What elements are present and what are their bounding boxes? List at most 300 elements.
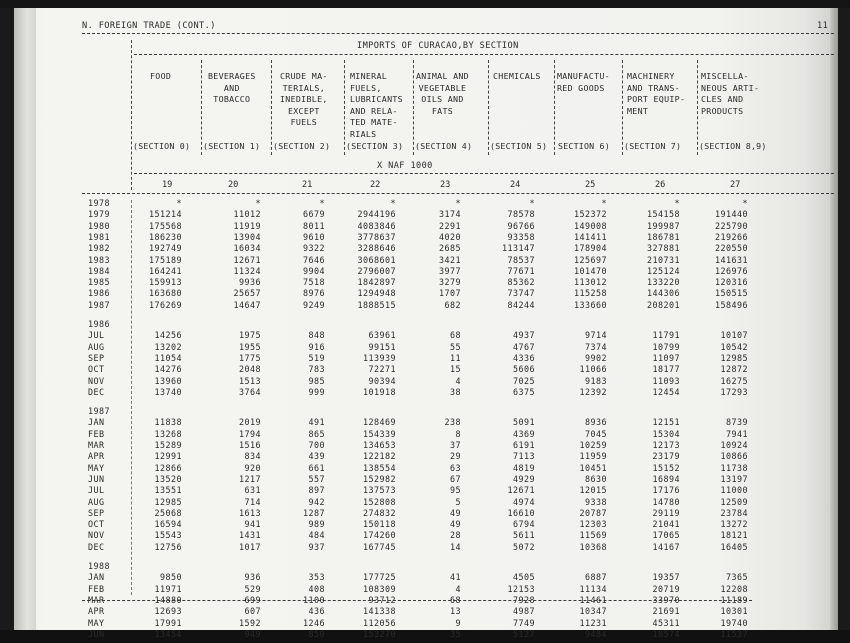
cell-value: 989 (308, 519, 325, 530)
cell-value: 219266 (715, 231, 748, 242)
column-separator (622, 60, 623, 155)
cell-value: 133660 (574, 299, 607, 310)
cell-value: 108309 (363, 583, 396, 594)
cell-value: 941 (244, 519, 261, 530)
row-label: 1987 (88, 299, 110, 310)
cell-value: 6375 (513, 386, 535, 397)
cell-value: 7928 (513, 594, 535, 605)
row-label: APR (88, 451, 105, 462)
cell-value: 5091 (513, 417, 535, 428)
cell-value: 9714 (585, 330, 607, 341)
cell-value: 23784 (720, 507, 748, 518)
column-number: 22 (370, 180, 381, 190)
column-separator (554, 60, 555, 155)
cell-value: 16610 (507, 507, 535, 518)
cell-value: 134653 (363, 440, 396, 450)
cell-value: 11093 (652, 375, 680, 386)
cell-value: 68 (450, 330, 461, 341)
cell-value: 1955 (239, 341, 261, 352)
cell-value: 15304 (652, 428, 680, 439)
table-row (0, 417, 850, 428)
cell-value: 191440 (715, 209, 748, 220)
cell-value: * (529, 198, 535, 208)
header-line: PRODUCTS (701, 105, 744, 116)
cell-value: 3977 (439, 265, 461, 276)
period-group-heading (0, 319, 850, 330)
cell-value: 78578 (507, 209, 535, 220)
cell-value: 2685 (439, 243, 461, 254)
row-label: FEB (88, 583, 105, 594)
cell-value: 85362 (507, 277, 535, 288)
section-code: (SECTION 5) (490, 141, 548, 151)
cell-value: 167745 (363, 541, 396, 552)
cell-value: 137573 (363, 485, 396, 496)
column-number: 25 (585, 180, 596, 190)
cell-value: 353 (308, 572, 325, 583)
cell-value: 439 (308, 451, 325, 462)
cell-value: 10107 (720, 330, 748, 341)
cell-value: 13551 (154, 485, 182, 496)
cell-value: 8011 (303, 220, 325, 231)
header-line: PORT EQUIP- (627, 94, 686, 105)
cell-value: 8936 (585, 417, 607, 428)
cell-value: 10924 (720, 440, 748, 450)
table-row (0, 629, 850, 640)
cell-value: 28 (450, 530, 461, 541)
cell-value: 73747 (507, 288, 535, 299)
cell-value: 13904 (233, 231, 261, 242)
header-line: TOBACCO (213, 94, 251, 105)
cell-value: 20719 (652, 583, 680, 594)
cell-value: 33970 (652, 594, 680, 605)
header-line: MINERAL (350, 71, 388, 81)
cell-value: 1975 (239, 330, 261, 341)
table-title: IMPORTS OF CURACAO,BY SECTION (357, 41, 519, 51)
cell-value: 68 (450, 594, 461, 605)
cell-value: 1888515 (357, 299, 396, 310)
cell-value: 25657 (233, 288, 261, 299)
cell-value: 101918 (363, 386, 396, 397)
cell-value: 141338 (363, 606, 396, 617)
cell-value: 11324 (233, 265, 261, 276)
cell-value: 9 (455, 617, 461, 628)
cell-value: 1513 (239, 375, 261, 386)
cell-value: 150515 (715, 288, 748, 299)
cell-value: 152808 (363, 496, 396, 507)
cell-value: 20787 (579, 507, 607, 518)
cell-value: 152372 (574, 209, 607, 220)
header-line: FATS (431, 105, 454, 116)
table-row (0, 198, 850, 209)
row-label: MAY (88, 617, 105, 628)
cell-value: 9249 (303, 299, 325, 310)
column-header-label (350, 71, 403, 141)
cell-value: 11537 (720, 628, 748, 639)
row-label: MAR (88, 440, 105, 450)
cell-value: 138554 (363, 462, 396, 473)
cell-value: 84244 (507, 299, 535, 310)
cell-value: 192749 (149, 243, 182, 254)
header-line: NEOUS ARTI- (701, 82, 760, 93)
cell-value: 13272 (720, 519, 748, 530)
cell-value: 12872 (720, 364, 748, 375)
header-line: MACHINERY (627, 71, 675, 81)
table-row (0, 485, 850, 496)
cell-value: * (601, 198, 607, 208)
cell-value: 7941 (726, 428, 748, 439)
cell-value: 11 (450, 352, 461, 363)
cell-value: 122182 (363, 451, 396, 462)
cell-value: 17065 (652, 530, 680, 541)
cell-value: 152982 (363, 473, 396, 484)
row-label: JAN (88, 572, 105, 583)
row-label: 1980 (88, 220, 110, 231)
header-line: MANUFACTU- (557, 71, 610, 81)
cell-value: 1246 (303, 617, 325, 628)
cell-value: 225790 (715, 220, 748, 231)
cell-value: 484 (308, 530, 325, 541)
cell-value: 93358 (507, 231, 535, 242)
cell-value: 1217 (239, 473, 261, 484)
table-row (0, 376, 850, 387)
cell-value: 9936 (239, 277, 261, 288)
cell-value: 848 (308, 330, 325, 341)
column-header-label (701, 71, 759, 117)
header-line: CLES AND (701, 94, 744, 105)
cell-value: 783 (308, 364, 325, 375)
header-line: TERIALS, (282, 82, 326, 93)
cell-value: 25068 (154, 507, 182, 518)
cell-value: 17991 (154, 617, 182, 628)
cell-value: 12509 (720, 496, 748, 507)
cell-value: 1592 (239, 617, 261, 628)
cell-value: 96766 (507, 220, 535, 231)
cell-value: 699 (244, 594, 261, 605)
cell-value: 164241 (149, 265, 182, 276)
cell-value: 13202 (154, 341, 182, 352)
cell-value: 17293 (720, 386, 748, 397)
cell-value: * (455, 198, 461, 208)
cell-value: 13740 (154, 386, 182, 397)
row-label: JUL (88, 330, 105, 341)
row-label: OCT (88, 519, 105, 530)
cell-value: 1775 (239, 352, 261, 363)
section-code: (SECTION 1) (203, 141, 261, 151)
row-label: 1983 (88, 254, 110, 265)
cell-value: 41 (450, 572, 461, 583)
row-label: 1982 (88, 243, 110, 254)
cell-value: 220550 (715, 243, 748, 254)
cell-value: 12991 (154, 451, 182, 462)
cell-value: * (390, 198, 396, 208)
cell-value: 8739 (726, 417, 748, 428)
column-header-label (627, 71, 685, 117)
table-row (0, 440, 850, 451)
cell-value: 12392 (579, 386, 607, 397)
table-row (0, 572, 850, 583)
cell-value: 238 (444, 417, 461, 428)
table-row (0, 364, 850, 375)
cell-value: * (255, 198, 261, 208)
cell-value: 2291 (439, 220, 461, 231)
cell-value: 9322 (303, 243, 325, 254)
cell-value: 7374 (585, 341, 607, 352)
cell-value: 199987 (647, 220, 680, 231)
header-line: AND (223, 82, 240, 93)
cell-value: 112056 (363, 617, 396, 628)
cell-value: 18574 (652, 628, 680, 639)
cell-value: 12693 (154, 606, 182, 617)
cell-value: 9484 (585, 628, 607, 639)
cell-value: 125697 (574, 254, 607, 265)
column-number: 24 (510, 180, 521, 190)
cell-value: 12671 (233, 254, 261, 265)
cell-value: 4 (455, 583, 461, 594)
table-row (0, 387, 850, 398)
cell-value: 158496 (715, 299, 748, 310)
cell-value: 1707 (439, 288, 461, 299)
cell-value: 9338 (585, 496, 607, 507)
cell-value: 126976 (715, 265, 748, 276)
cell-value: 4369 (513, 428, 535, 439)
cell-value: 120316 (715, 277, 748, 288)
table-row (0, 463, 850, 474)
period-group-heading (0, 561, 850, 572)
cell-value: 3778637 (357, 231, 396, 242)
cell-value: 10259 (579, 440, 607, 450)
header-line: LUBRICANTS (350, 94, 403, 105)
cell-value: 9183 (585, 375, 607, 386)
header-line: MISCELLA- (701, 71, 749, 81)
cell-value: 11919 (233, 220, 261, 231)
cell-value: 13454 (154, 628, 182, 639)
cell-value: 14 (450, 541, 461, 552)
cell-value: 5072 (513, 541, 535, 552)
row-label: JUN (88, 628, 105, 639)
row-label: NOV (88, 530, 105, 541)
cell-value: 113147 (502, 243, 535, 254)
scan-border-top (0, 0, 850, 8)
header-line: BEVERAGES (208, 71, 256, 81)
section-code: (SECTION 0) (133, 141, 191, 151)
cell-value: 18121 (720, 530, 748, 541)
cell-value: 11000 (720, 485, 748, 496)
row-label: 1988 (88, 561, 110, 571)
cell-value: 178904 (574, 243, 607, 254)
cell-value: 834 (244, 451, 261, 462)
cell-value: 19357 (652, 572, 680, 583)
cell-value: 175568 (149, 220, 182, 231)
cell-value: 11838 (154, 417, 182, 428)
cell-value: 125124 (647, 265, 680, 276)
cell-value: 78537 (507, 254, 535, 265)
cell-value: * (742, 198, 748, 208)
cell-value: 15289 (154, 440, 182, 450)
divider (134, 54, 834, 55)
cell-value: 21691 (652, 606, 680, 617)
cell-value: 865 (308, 428, 325, 439)
row-label: DEC (88, 386, 105, 397)
column-header-label (208, 71, 256, 106)
cell-value: 8976 (303, 288, 325, 299)
column-header-label (150, 71, 171, 83)
section-code: (SECTION 8,9) (699, 141, 767, 151)
cell-value: 491 (308, 417, 325, 428)
table-row (0, 342, 850, 353)
table-row (0, 595, 850, 606)
cell-value: 1613 (239, 507, 261, 518)
cell-value: 7025 (513, 375, 535, 386)
column-number: 23 (440, 180, 451, 190)
header-line: CRUDE MA- (280, 71, 328, 81)
table-row (0, 243, 850, 254)
row-label: AUG (88, 496, 105, 507)
row-label: SEP (88, 352, 105, 363)
cell-value: 4505 (513, 572, 535, 583)
cell-value: 3764 (239, 386, 261, 397)
cell-value: 937 (308, 541, 325, 552)
section-code: SECTION 6) (558, 141, 610, 151)
cell-value: 1794 (239, 428, 261, 439)
cell-value: 15 (450, 364, 461, 375)
cell-value: 1017 (239, 541, 261, 552)
row-label: AUG (88, 341, 105, 352)
cell-value: 159913 (149, 277, 182, 288)
header-line: EXCEPT (287, 105, 320, 116)
cell-value: 12303 (579, 519, 607, 530)
cell-value: 436 (308, 606, 325, 617)
column-header-label (557, 71, 610, 94)
cell-value: 154158 (647, 209, 680, 220)
cell-value: 9850 (160, 572, 182, 583)
column-separator (131, 40, 132, 190)
cell-value: 29119 (652, 507, 680, 518)
cell-value: 177725 (363, 572, 396, 583)
cell-value: 10799 (652, 341, 680, 352)
cell-value: 10866 (720, 451, 748, 462)
table-row (0, 451, 850, 462)
table-row (0, 300, 850, 311)
cell-value: 144306 (647, 288, 680, 299)
header-line: MENT (627, 105, 649, 116)
cell-value: 6794 (513, 519, 535, 530)
cell-value: 5 (455, 496, 461, 507)
cell-value: 19740 (720, 617, 748, 628)
cell-value: 12985 (154, 496, 182, 507)
row-label: JAN (88, 417, 105, 428)
cell-value: 29 (450, 451, 461, 462)
cell-value: 14880 (154, 594, 182, 605)
cell-value: 2944196 (357, 209, 396, 220)
cell-value: 14780 (652, 496, 680, 507)
cell-value: 1842897 (357, 277, 396, 288)
cell-value: 13960 (154, 375, 182, 386)
column-number: 26 (655, 180, 666, 190)
row-label: OCT (88, 364, 105, 375)
cell-value: 67 (450, 473, 461, 484)
cell-value: 14256 (154, 330, 182, 341)
cell-value: 1100 (303, 594, 325, 605)
column-separator (413, 60, 414, 155)
cell-value: 327881 (647, 243, 680, 254)
cell-value: 11461 (579, 594, 607, 605)
cell-value: 7365 (726, 572, 748, 583)
cell-value: 12151 (652, 417, 680, 428)
cell-value: 7749 (513, 617, 535, 628)
cell-value: 1287 (303, 507, 325, 518)
section-code: (SECTION 3) (346, 141, 404, 151)
cell-value: 17176 (652, 485, 680, 496)
cell-value: 13520 (154, 473, 182, 484)
cell-value: 49 (450, 519, 461, 530)
cell-value: 3288646 (357, 243, 396, 254)
cell-value: 8630 (585, 473, 607, 484)
cell-value: 11012 (233, 209, 261, 220)
column-separator (344, 60, 345, 155)
cell-value: 7646 (303, 254, 325, 265)
cell-value: 13 (450, 606, 461, 617)
header-line: OILS AND (421, 94, 464, 105)
cell-value: 999 (308, 386, 325, 397)
cell-value: 14276 (154, 364, 182, 375)
cell-value: 90394 (368, 375, 396, 386)
cell-value: 55 (450, 341, 461, 352)
cell-value: 133220 (647, 277, 680, 288)
cell-value: 13268 (154, 428, 182, 439)
cell-value: 5127 (513, 628, 535, 639)
row-label: 1987 (88, 406, 110, 417)
cell-value: * (319, 198, 325, 208)
cell-value: 714 (244, 496, 261, 507)
cell-value: 916 (308, 341, 325, 352)
cell-value: 682 (444, 299, 461, 310)
table-row (0, 519, 850, 530)
cell-value: 3421 (439, 254, 461, 265)
row-label: 1986 (88, 319, 110, 329)
column-header-label (493, 71, 541, 83)
cell-value: 949 (244, 628, 261, 639)
section-code: (SECTION 4) (415, 141, 473, 151)
cell-value: 13197 (720, 473, 748, 484)
cell-value: 9902 (585, 352, 607, 363)
column-separator (201, 60, 202, 155)
row-label: DEC (88, 541, 105, 552)
cell-value: 10542 (720, 341, 748, 352)
table-row (0, 542, 850, 553)
table-row (0, 474, 850, 485)
table-row (0, 288, 850, 299)
header-line: VEGETABLE (418, 82, 467, 93)
header-line: FUELS, (350, 82, 382, 93)
row-label: MAY (88, 462, 105, 473)
cell-value: 1516 (239, 440, 261, 450)
cell-value: 408 (308, 583, 325, 594)
cell-value: 8 (455, 428, 461, 439)
divider (82, 193, 834, 194)
table-row (0, 221, 850, 232)
cell-value: 174260 (363, 530, 396, 541)
cell-value: 11959 (579, 451, 607, 462)
row-label: MAR (88, 594, 105, 605)
cell-value: 77671 (507, 265, 535, 276)
table-row (0, 606, 850, 617)
cell-value: 700 (308, 440, 325, 450)
cell-value: 12866 (154, 462, 182, 473)
cell-value: 72271 (368, 364, 396, 375)
cell-value: 2019 (239, 417, 261, 428)
cell-value: 607 (244, 606, 261, 617)
table-row (0, 618, 850, 629)
